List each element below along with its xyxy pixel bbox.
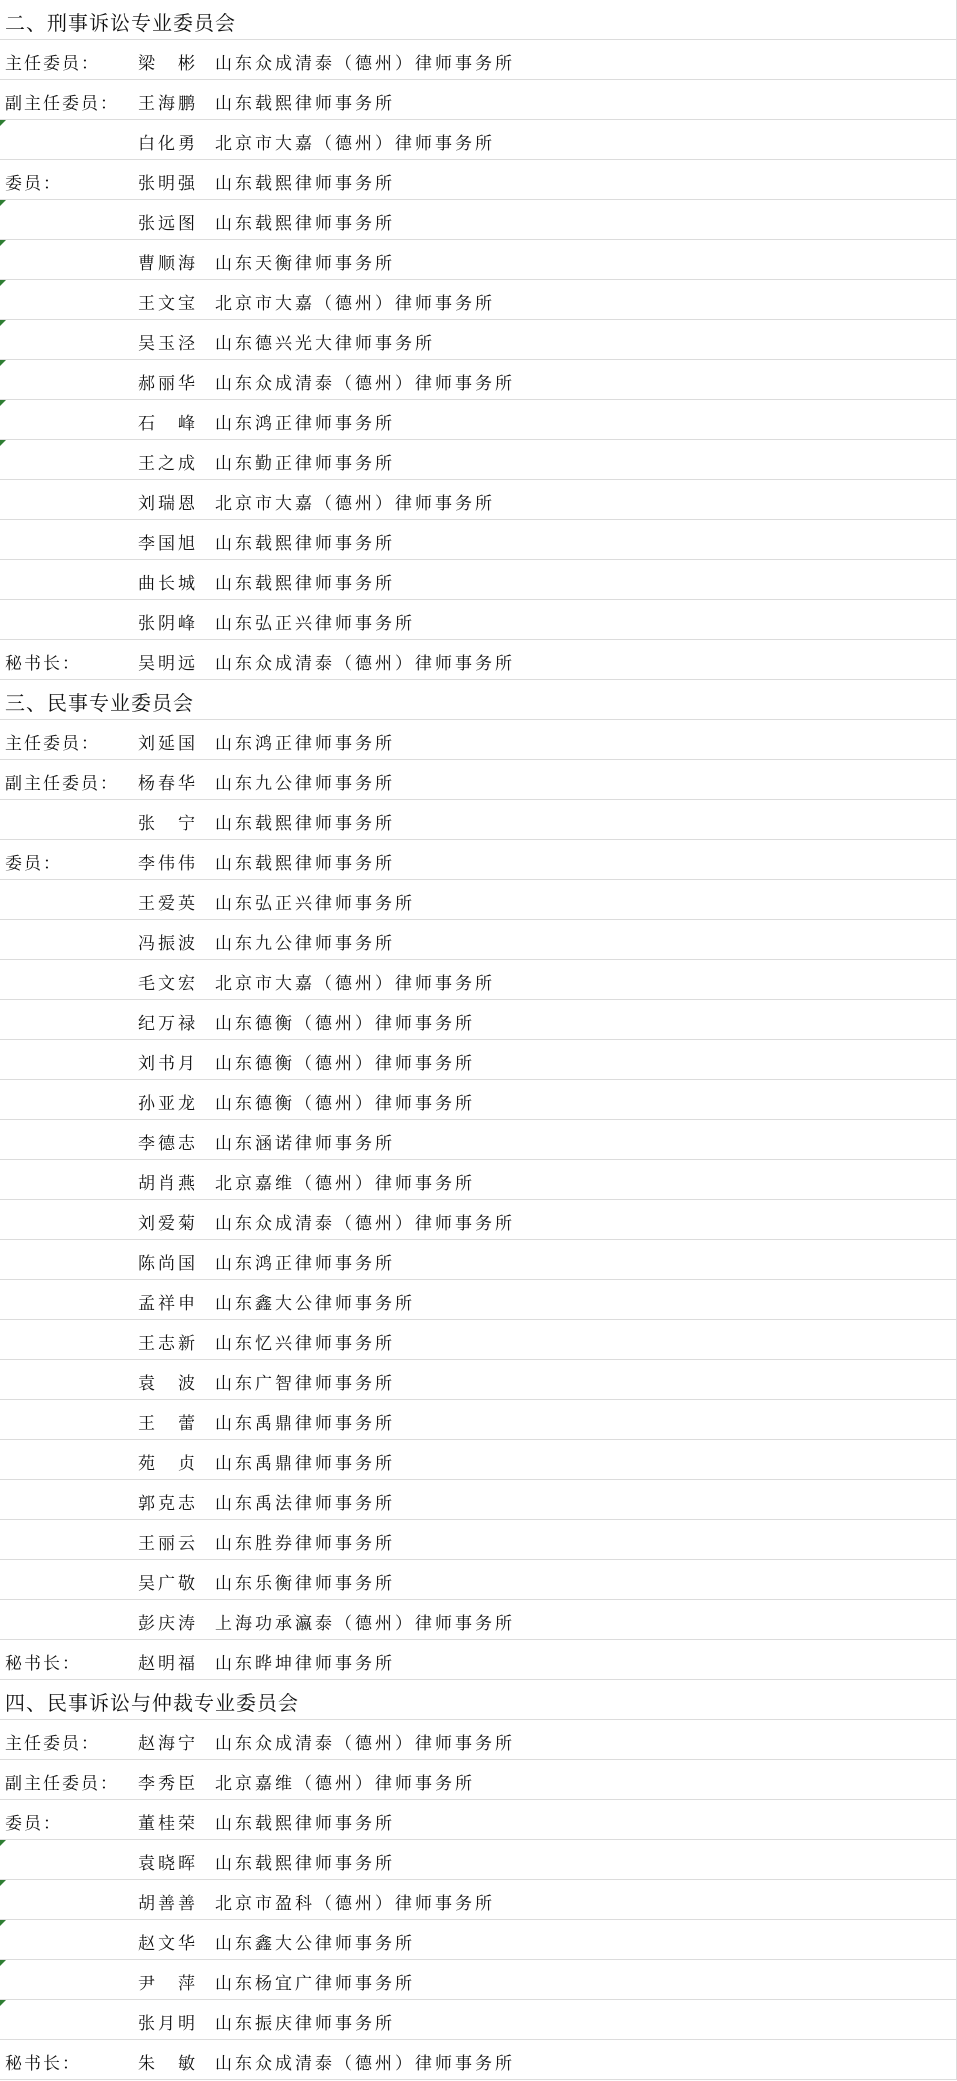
member-role: 委员： — [5, 174, 62, 194]
member-name: 曹顺海 — [138, 254, 198, 274]
member-row — [0, 200, 957, 240]
member-row — [0, 1960, 957, 2000]
member-firm: 山东勤正律师事务所 — [215, 454, 395, 474]
member-row — [0, 960, 957, 1000]
member-firm: 山东天衡律师事务所 — [215, 254, 395, 274]
cell-comment-marker-icon — [0, 320, 6, 326]
member-row — [0, 1240, 957, 1280]
member-firm: 山东禹鼎律师事务所 — [215, 1454, 395, 1474]
member-row — [0, 1200, 957, 1240]
cell-comment-marker-icon — [0, 1880, 6, 1886]
section-heading-row — [0, 1680, 957, 1720]
member-firm: 山东鑫大公律师事务所 — [215, 1934, 415, 1954]
member-firm: 山东胜券律师事务所 — [215, 1534, 395, 1554]
member-firm: 山东载熙律师事务所 — [215, 94, 395, 114]
member-name: 李伟伟 — [138, 854, 198, 874]
member-firm: 山东鸿正律师事务所 — [215, 734, 395, 754]
member-name: 张远图 — [138, 214, 198, 234]
cell-comment-marker-icon — [0, 440, 6, 446]
member-row — [0, 520, 957, 560]
cell-comment-marker-icon — [0, 200, 6, 206]
member-firm: 山东禹鼎律师事务所 — [215, 1414, 395, 1434]
member-firm: 山东九公律师事务所 — [215, 774, 395, 794]
member-row — [0, 880, 957, 920]
member-row — [0, 720, 957, 760]
member-name: 杨春华 — [138, 774, 198, 794]
member-row — [0, 1720, 957, 1760]
member-firm: 北京市大嘉（德州）律师事务所 — [215, 494, 495, 514]
member-name: 曲长城 — [138, 574, 198, 594]
member-row — [0, 560, 957, 600]
member-row — [0, 480, 957, 520]
member-role: 主任委员： — [5, 1734, 100, 1754]
member-name: 彭庆涛 — [138, 1614, 198, 1634]
member-row — [0, 1840, 957, 1880]
member-firm: 山东载熙律师事务所 — [215, 534, 395, 554]
member-firm: 山东乐衡律师事务所 — [215, 1574, 395, 1594]
member-firm: 山东涵诺律师事务所 — [215, 1134, 395, 1154]
member-firm: 山东载熙律师事务所 — [215, 1854, 395, 1874]
member-firm: 山东载熙律师事务所 — [215, 854, 395, 874]
member-row — [0, 1320, 957, 1360]
member-name: 冯振波 — [138, 934, 198, 954]
member-firm: 山东众成清泰（德州）律师事务所 — [215, 2054, 515, 2074]
member-name: 孟祥申 — [138, 1294, 198, 1314]
member-role: 秘书长： — [5, 1654, 81, 1674]
section-heading-row — [0, 680, 957, 720]
section-heading: 二、刑事诉讼专业委员会 — [5, 11, 236, 35]
member-firm: 山东众成清泰（德州）律师事务所 — [215, 1734, 515, 1754]
member-row — [0, 1640, 957, 1680]
member-name: 王 蕾 — [138, 1414, 198, 1434]
member-role: 主任委员： — [5, 54, 100, 74]
member-name: 郝丽华 — [138, 374, 198, 394]
member-row — [0, 360, 957, 400]
member-firm: 北京市大嘉（德州）律师事务所 — [215, 134, 495, 154]
cell-comment-marker-icon — [0, 1920, 6, 1926]
member-row — [0, 1480, 957, 1520]
member-firm: 山东众成清泰（德州）律师事务所 — [215, 374, 515, 394]
member-row — [0, 1360, 957, 1400]
member-firm: 山东德兴光大律师事务所 — [215, 334, 435, 354]
member-name: 李秀臣 — [138, 1774, 198, 1794]
member-name: 陈尚国 — [138, 1254, 198, 1274]
cell-comment-marker-icon — [0, 1960, 6, 1966]
member-row — [0, 1440, 957, 1480]
member-firm: 山东鸿正律师事务所 — [215, 414, 395, 434]
member-firm: 山东众成清泰（德州）律师事务所 — [215, 54, 515, 74]
member-row — [0, 1000, 957, 1040]
member-firm: 山东广智律师事务所 — [215, 1374, 395, 1394]
member-name: 王爱英 — [138, 894, 198, 914]
member-row — [0, 2040, 957, 2080]
member-firm: 山东晔坤律师事务所 — [215, 1654, 395, 1674]
cell-comment-marker-icon — [0, 280, 6, 286]
member-firm: 北京嘉维（德州）律师事务所 — [215, 1174, 475, 1194]
member-name: 袁晓晖 — [138, 1854, 198, 1874]
member-name: 郭克志 — [138, 1494, 198, 1514]
member-firm: 山东众成清泰（德州）律师事务所 — [215, 1214, 515, 1234]
member-firm: 北京嘉维（德州）律师事务所 — [215, 1774, 475, 1794]
member-name: 纪万禄 — [138, 1014, 198, 1034]
member-name: 梁 彬 — [138, 54, 198, 74]
member-firm: 北京市大嘉（德州）律师事务所 — [215, 294, 495, 314]
member-name: 王之成 — [138, 454, 198, 474]
member-firm: 山东载熙律师事务所 — [215, 814, 395, 834]
cell-comment-marker-icon — [0, 120, 6, 126]
member-firm: 山东九公律师事务所 — [215, 934, 395, 954]
member-row — [0, 40, 957, 80]
member-row — [0, 400, 957, 440]
member-firm: 山东众成清泰（德州）律师事务所 — [215, 654, 515, 674]
member-name: 李国旭 — [138, 534, 198, 554]
cell-comment-marker-icon — [0, 2000, 6, 2006]
cell-comment-marker-icon — [0, 240, 6, 246]
member-firm: 上海功承瀛泰（德州）律师事务所 — [215, 1614, 515, 1634]
member-row — [0, 1760, 957, 1800]
member-firm: 山东鑫大公律师事务所 — [215, 1294, 415, 1314]
member-row — [0, 280, 957, 320]
member-row — [0, 1560, 957, 1600]
member-firm: 北京市盈科（德州）律师事务所 — [215, 1894, 495, 1914]
member-name: 毛文宏 — [138, 974, 198, 994]
member-role: 副主任委员： — [5, 94, 119, 114]
member-role: 委员： — [5, 854, 62, 874]
member-firm: 山东载熙律师事务所 — [215, 214, 395, 234]
member-row — [0, 1880, 957, 1920]
member-row — [0, 1920, 957, 1960]
member-row — [0, 1280, 957, 1320]
member-name: 刘爱菊 — [138, 1214, 198, 1234]
member-row — [0, 1080, 957, 1120]
member-name: 董桂荣 — [138, 1814, 198, 1834]
member-firm: 山东德衡（德州）律师事务所 — [215, 1014, 475, 1034]
member-name: 胡肖燕 — [138, 1174, 198, 1194]
member-row — [0, 840, 957, 880]
section-heading: 四、民事诉讼与仲裁专业委员会 — [5, 1691, 299, 1715]
member-firm: 山东载熙律师事务所 — [215, 174, 395, 194]
member-name: 赵海宁 — [138, 1734, 198, 1754]
member-firm: 山东弘正兴律师事务所 — [215, 894, 415, 914]
member-row — [0, 1120, 957, 1160]
member-name: 张 宁 — [138, 814, 198, 834]
member-row — [0, 920, 957, 960]
member-firm: 山东德衡（德州）律师事务所 — [215, 1054, 475, 1074]
member-firm: 山东禹法律师事务所 — [215, 1494, 395, 1514]
member-name: 张明强 — [138, 174, 198, 194]
member-row — [0, 640, 957, 680]
member-row — [0, 240, 957, 280]
member-row — [0, 1400, 957, 1440]
member-firm: 山东鸿正律师事务所 — [215, 1254, 395, 1274]
member-name: 王志新 — [138, 1334, 198, 1354]
member-name: 赵明福 — [138, 1654, 198, 1674]
member-name: 赵文华 — [138, 1934, 198, 1954]
member-name: 孙亚龙 — [138, 1094, 198, 1114]
section-heading-row — [0, 0, 957, 40]
member-row — [0, 1160, 957, 1200]
member-name: 刘延国 — [138, 734, 198, 754]
member-row — [0, 1040, 957, 1080]
member-role: 副主任委员： — [5, 1774, 119, 1794]
member-name: 李德志 — [138, 1134, 198, 1154]
member-role: 主任委员： — [5, 734, 100, 754]
member-name: 刘瑞恩 — [138, 494, 198, 514]
member-name: 白化勇 — [138, 134, 198, 154]
section-heading: 三、民事专业委员会 — [5, 691, 194, 715]
member-row — [0, 1800, 957, 1840]
member-role: 委员： — [5, 1814, 62, 1834]
member-firm: 北京市大嘉（德州）律师事务所 — [215, 974, 495, 994]
member-name: 王文宝 — [138, 294, 198, 314]
member-firm: 山东弘正兴律师事务所 — [215, 614, 415, 634]
member-row — [0, 440, 957, 480]
member-row — [0, 2000, 957, 2040]
cell-comment-marker-icon — [0, 1840, 6, 1846]
member-row — [0, 160, 957, 200]
member-name: 刘书月 — [138, 1054, 198, 1074]
member-name: 吴广敬 — [138, 1574, 198, 1594]
member-name: 王海鹏 — [138, 94, 198, 114]
member-row — [0, 320, 957, 360]
member-firm: 山东振庆律师事务所 — [215, 2014, 395, 2034]
member-name: 尹 萍 — [138, 1974, 198, 1994]
member-role: 秘书长： — [5, 654, 81, 674]
member-firm: 山东载熙律师事务所 — [215, 574, 395, 594]
cell-comment-marker-icon — [0, 400, 6, 406]
member-name: 胡善善 — [138, 1894, 198, 1914]
cell-comment-marker-icon — [0, 360, 6, 366]
member-firm: 山东杨宜广律师事务所 — [215, 1974, 415, 1994]
member-name: 朱 敏 — [138, 2054, 198, 2074]
member-name: 吴玉泾 — [138, 334, 198, 354]
member-name: 苑 贞 — [138, 1454, 198, 1474]
member-firm: 山东忆兴律师事务所 — [215, 1334, 395, 1354]
member-row — [0, 800, 957, 840]
member-row — [0, 1520, 957, 1560]
member-firm: 山东德衡（德州）律师事务所 — [215, 1094, 475, 1114]
member-row — [0, 760, 957, 800]
member-row — [0, 120, 957, 160]
member-role: 秘书长： — [5, 2054, 81, 2074]
member-firm: 山东载熙律师事务所 — [215, 1814, 395, 1834]
member-name: 袁 波 — [138, 1374, 198, 1394]
member-name: 吴明远 — [138, 654, 198, 674]
member-row — [0, 80, 957, 120]
member-row — [0, 1600, 957, 1640]
member-role: 副主任委员： — [5, 774, 119, 794]
member-row — [0, 600, 957, 640]
member-name: 张月明 — [138, 2014, 198, 2034]
member-name: 石 峰 — [138, 414, 198, 434]
member-name: 张阴峰 — [138, 614, 198, 634]
member-name: 王丽云 — [138, 1534, 198, 1554]
